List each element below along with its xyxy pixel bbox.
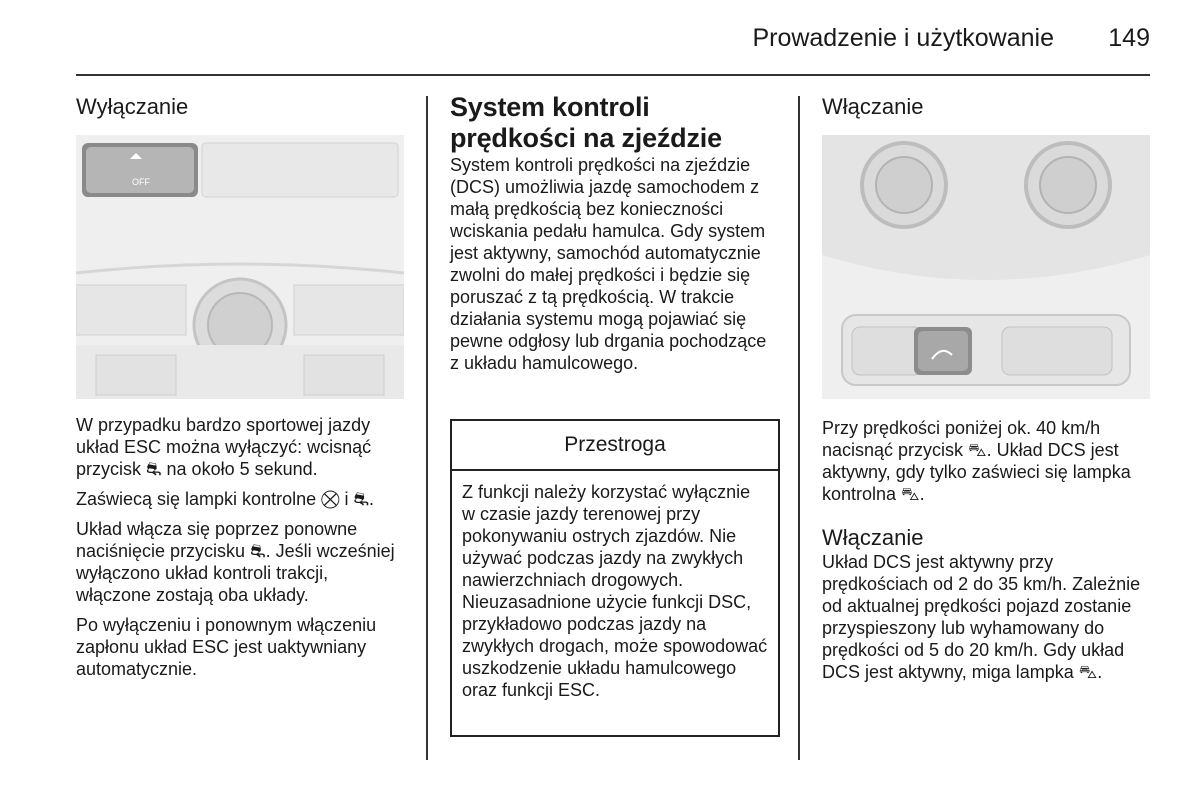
esc-button-photo (76, 135, 404, 399)
section-heading-wlaczanie-2: Włączanie (822, 525, 924, 550)
column-dcs (450, 92, 780, 374)
header-rule (76, 74, 1150, 76)
esc-button-illustration (76, 135, 404, 399)
column-dcs-on (822, 92, 1152, 683)
section-title-dcs: System kontroli prędkości na zjeździe (450, 92, 722, 153)
dcs-button-photo (822, 135, 1150, 399)
section-heading-wylaczanie: Wyłączanie (76, 94, 189, 119)
warning-title: Przestroga (452, 421, 778, 471)
off-label: OFF (132, 177, 150, 187)
paragraph-dcs-intro: System kontroli prędkości na zjeździe (DCS) umożliwia jazdę samochodem z małą prędkością bez konieczności wciskania pedału hamulca. Gdy system jest aktywny, samochód automatycznie zwolni do małej prędkości i będzie się poruszać z tą prędkością. W trakcie działania systemu mogą pojawiać się pewne odgłosy lub drgania pochodzące z układu hamulcowego. (450, 155, 767, 373)
paragraph-ignition-reset: Po wyłączeniu i ponownym włączeniu zapłonu układ ESC jest uaktywniany automatycznie. (76, 615, 377, 679)
running-header-title: Prowadzenie i użytkowanie (752, 24, 1054, 52)
section-heading-wlaczanie-1: Włączanie (822, 94, 924, 119)
paragraph-esc-reactivate: Układ włącza się poprzez ponowne naciśnięcie przycisku ⛐. Jeśli wcześniej wyłączono układ kontroli trakcji, włączone zostają oba układy. (76, 519, 395, 605)
paragraph-esc-sport: W przypadku bardzo sportowej jazdy układ ESC można wyłączyć: wcisnąć przycisk ⛐ na około 5 sekund. (76, 415, 372, 479)
column-divider-1 (426, 96, 428, 760)
paragraph-dcs-speed-range: Układ DCS jest aktywny przy prędkościach od 2 do 35 km/h. Zależnie od aktualnej prędkości pojazd zostanie przyspieszony lub wyhamowany do prędkości od 5 do 20 km/h. Gdy układ DCS jest aktywny, miga lampka ⛍. (822, 552, 1141, 682)
warning-text: Z funkcji należy korzystać wyłącznie w czasie jazdy terenowej przy pokonywaniu ostrych zjazdów. Nie używać podczas jazdy na zwykłych nawierzchniach drogowych. Nieuzasadnione użycie funkcji DSC, przykładowo podczas jazdy na zwykłych drogach, może spowodować uszkodzenie układu hamulcowego oraz funkcji ESC. (462, 482, 768, 700)
dcs-console-illustration (822, 135, 1150, 399)
page-number: 149 (1108, 24, 1150, 52)
warning-box (450, 419, 780, 737)
column-esc-off (76, 92, 406, 680)
column-divider-2 (798, 96, 800, 760)
paragraph-warning-lights: Zaświecą się lampki kontrolne ⛒ i ⛐. (76, 489, 374, 509)
paragraph-dcs-activate: Przy prędkości poniżej ok. 40 km/h nacisnąć przycisk ⛍. Układ DCS jest aktywny, gdy tylko zaświeci się lampka kontrolna ⛍. (822, 418, 1131, 504)
